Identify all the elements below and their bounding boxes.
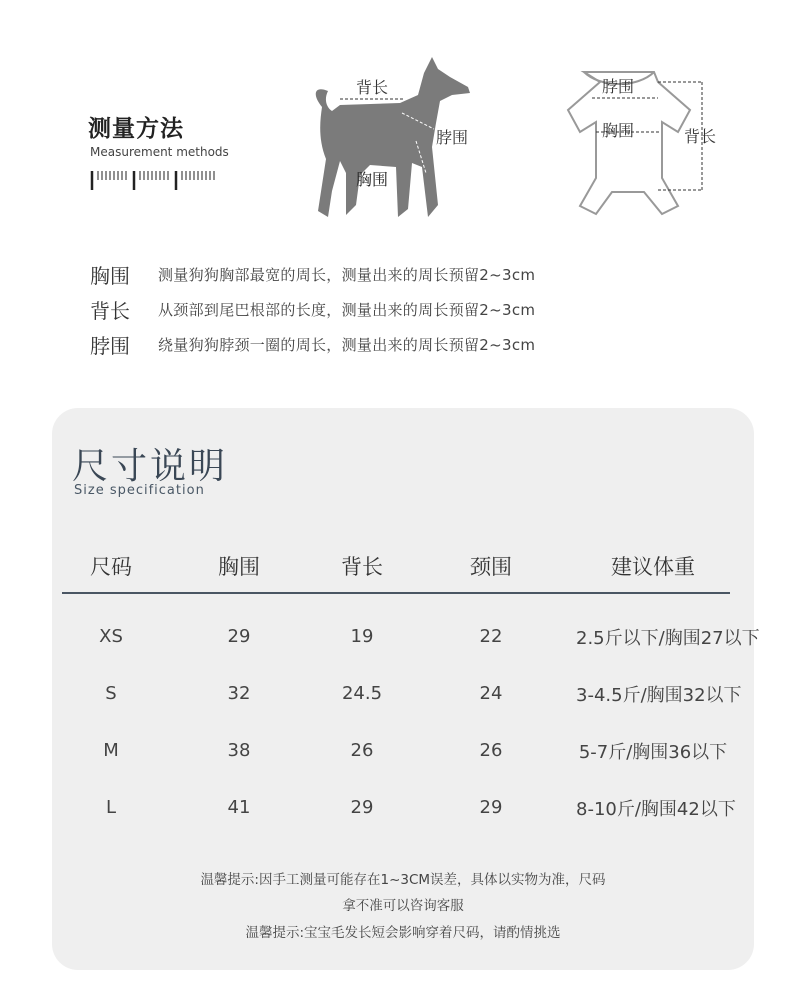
- method-title: 测量方法: [88, 116, 184, 142]
- table-row: [62, 608, 760, 665]
- note-line-1: 温馨提示:因手工测量可能存在1~3CM误差，具体以实物为准，尺码: [200, 872, 606, 888]
- shirt-back-label: 背长: [684, 127, 717, 146]
- table-cell: 8-10斤/胸围42以下: [576, 798, 736, 820]
- table-cell: S: [105, 683, 117, 704]
- definition-term: 脖围: [90, 333, 130, 358]
- table-cell: 29: [227, 626, 251, 647]
- size-subtitle: Size specification: [74, 483, 205, 498]
- table-row: [62, 722, 730, 779]
- size-table: [62, 540, 760, 836]
- definition-back-length: [90, 296, 535, 322]
- table-header-row: [62, 540, 730, 594]
- method-subtitle: Measurement methods: [90, 145, 229, 159]
- note-line-3: 温馨提示:宝宝毛发长短会影响穿着尺码，请酌情挑选: [245, 925, 561, 941]
- table-cell: 38: [227, 740, 251, 761]
- shirt-chest-label: 胸围: [602, 121, 635, 140]
- table-cell: 2.5斤以下/胸围27以下: [576, 627, 760, 649]
- header-chest: 胸围: [218, 555, 260, 579]
- header-back-length: 背长: [341, 555, 383, 579]
- dog-neck-label: 脖围: [436, 128, 469, 147]
- definition-term: 胸围: [90, 263, 130, 288]
- ruler-icon: [90, 168, 220, 192]
- header-size: 尺码: [90, 555, 132, 579]
- definition-desc: 绕量狗狗脖颈一圈的周长，测量出来的周长预留2~3cm: [158, 335, 536, 354]
- table-cell: XS: [99, 626, 123, 647]
- table-cell: 26: [350, 740, 374, 761]
- table-cell: 41: [227, 797, 251, 818]
- dog-silhouette-illustration: [300, 55, 490, 225]
- size-title: 尺寸说明: [72, 446, 229, 487]
- table-cell: 29: [479, 797, 503, 818]
- dog-chest-label: 胸围: [356, 170, 389, 189]
- table-cell: 22: [479, 626, 503, 647]
- table-cell: 26: [479, 740, 503, 761]
- table-cell: 29: [350, 797, 374, 818]
- definition-term: 背长: [90, 298, 130, 323]
- table-cell: 19: [350, 626, 374, 647]
- dog-shirt-illustration: [540, 60, 740, 225]
- definition-desc: 从颈部到尾巴根部的长度，测量出来的周长预留2~3cm: [158, 300, 536, 319]
- table-row: [62, 665, 742, 722]
- table-cell: 32: [227, 683, 251, 704]
- table-cell: M: [103, 740, 119, 761]
- table-cell: 3-4.5斤/胸围32以下: [576, 684, 742, 706]
- table-row: [62, 779, 736, 836]
- note-line-2: 拿不准可以咨询客服: [342, 898, 464, 914]
- table-cell: L: [105, 797, 117, 818]
- shirt-neck-label: 脖围: [602, 77, 635, 96]
- dog-back-label: 背长: [356, 78, 389, 97]
- definition-neck: [90, 331, 535, 357]
- definition-chest: [90, 261, 535, 287]
- definition-desc: 测量狗狗胸部最宽的周长，测量出来的周长预留2~3cm: [158, 265, 536, 284]
- table-cell: 24.5: [341, 683, 383, 704]
- table-cell: 24: [479, 683, 503, 704]
- table-cell: 5-7斤/胸围36以下: [578, 741, 728, 763]
- header-neck: 颈围: [470, 555, 512, 579]
- header-weight: 建议体重: [611, 555, 695, 579]
